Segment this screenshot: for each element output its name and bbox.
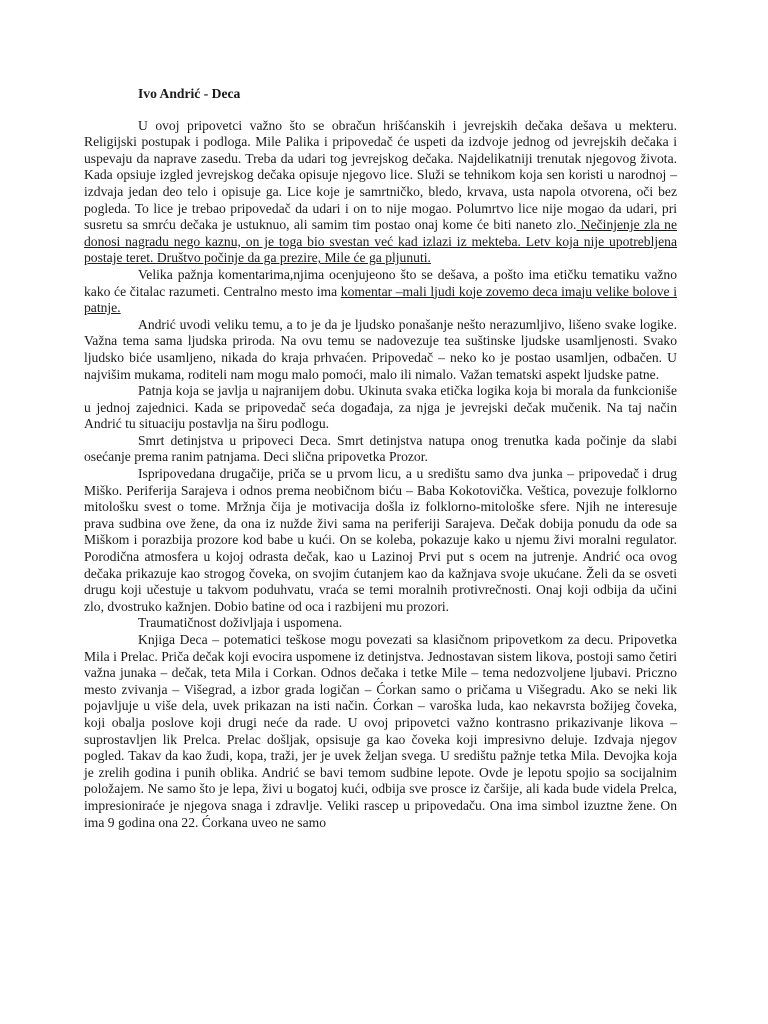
paragraph-6 [84, 466, 677, 615]
paragraph-2 [84, 267, 677, 317]
paragraph-text: Smrt detinjstva u pripoveci Deca. Smrt detinjstva natupa onog trenutka kada počinje da slabi osećanje prema ranim patnjama. Deci slična pripovetka Prozor. [84, 432, 677, 465]
paragraph-8 [84, 632, 677, 831]
document-title: Ivo Andrić - Deca [138, 86, 241, 101]
paragraph-1 [84, 118, 677, 267]
paragraph-5 [84, 433, 677, 466]
paragraph-text: Andrić uvodi veliku temu, a to je da je ljudsko ponašanje nešto nerazumljivo, lišeno svake logike. Važna tema sama ljudska priroda. Na ovu temu se nadovezuje tea suštinske ljudske usamljenosti. Svako ljudsko biće usamljeno, nikada do kraja prhvaćen. Pripovedač – neko ko je postao usamljen, odbačen. U najvišim mukama, roditeli nam mogu malo pomoći, malo ili nimalo. Važan tematski aspekt ljudske patne. [84, 316, 677, 382]
paragraph-text: Traumatičnost doživljaja i uspomena. [138, 615, 343, 631]
paragraph-text: Knjiga Deca – potematici teškose mogu povezati sa klasičnom pripovetkom za decu. Pripovetka Mila i Prelac. Priča dečak koji evocira uspomene iz detinjstva. Jednostavan sistem likova, postoji samo četiri važna junaka – dečak, teta Mila i Corkan. Odnos dečaka i tetke Mile – tema nedozvoljene ljubavi. Priczno mesto zvivanja – Višegrad, a izbor grada logičan – Ćorkan samo o pričama u Višegradu. Ako se neki lik pojavljuje u više dela, uvek prikazan na isti način. Ćorkan – varoška luda, kao nekavrsta božijeg čoveka, koji obalja poslove koji drugi neće da rade. U ovoj pripovetci važno kontrasno prikazivanje likova – suprostavljen lik Prelca. Prelac došljak, opsisuje ga kao čoveka koji impresivno deluje. Izdvaja njegov pogled. Takav da kao žudi, kopa, traži, jer je uvek željan svega. U središtu pažnje tetka Mila. Devojka koja je zrelih godina i punih oblika. Andrić se bavi temom sudbine lepote. Ovde je lepotu spojio sa socijalnim položajem. Ne samo što je lepa, živi u bogatoj kući, odbija sve prosce iz čaršije, ali kada bude videla Prelca, impresioniraće je njegova snaga i zdravlje. Veliki rascep u pripovedaču. Ona ima simbol izuztne žene. On ima 9 godina ona 22. Ćorkana uveo ne samo [84, 632, 677, 830]
paragraph-4 [84, 383, 677, 433]
paragraph-3 [84, 317, 677, 383]
paragraph-7 [84, 615, 677, 632]
underlined-text: komentar –mali ljudi koje zovemo deca imaju velike bolove i patnje. [84, 283, 677, 316]
document-page [84, 86, 677, 831]
paragraph-text: Velika pažnja komentarima,njima ocenjujeono što se dešava, a pošto ima etičku tematiku važno kako će čitalac razumeti. Centralno mesto ima [84, 266, 677, 299]
underlined-text: Nečinjenje zla ne donosi nagradu nego kaznu, on je toga bio svestan već kad izlazi iz mekteba. Letv koja nije upotrebljena postaje teret. Društvo počinje da ga prezire, Mile će ga pljunuti. [84, 217, 678, 266]
paragraph-text: Patnja koja se javlja u najranijem dobu. Ukinuta svaka etička logika koja bi morala da funkcioniše u jednoj zajednici. Kada se pripovedač seća događaja, za njga je jevrejski dečak mučenik. Na taj način Andrić tu situaciju postavlja na širu podlogu. [84, 383, 677, 432]
paragraph-text: U ovoj pripovetci važno što se obračun hrišćanskih i jevrejskih dečaka dešava u mekteru. Religijski postupak i podloga. Mile Palika i pripovedač će uspeti da izdvoje jednog od jevrejskih dečaka i uspevaju da naprave zasedu. Treba da udari tog jevrejskog dečaka. Najdelikatniji trenutak njegovog života. Kada opsiuje izgled jevrejskog dečaka opisuje njegovo lice. Služi se tehnikom koja sen koristi u narodnoj – izdvaja jedan deo telo i opisuje ga. Lice koje je samrtničko, bledo, krvava, usta napola otvorena, oči bez pogleda. To lice je trebao pripovedač da udari i on to nije mogao. Polumrtvo lice nije mogao da udari, pri susretu sa smrću dečaka je ustuknuo, ali samim tim postao onaj kome će biti naneto zlo. [84, 117, 677, 233]
paragraph-text: Ispripovedana drugačije, priča se u prvom licu, a u središtu samo dva junka – pripovedač i drug Miško. Periferija Sarajeva i odnos prema neobičnom biću – Baba Kokotovička. Veštica, povezuje folklorno mitološku svest o tome. Mržnja čija je motivacija došla iz folklorno-mitološke sfere. Njih ne interesuje prava sudbina ove žene, da ona iz nužde živi sama na periferiji Sarajeva. Dečak dobija ponudu da ode sa Miškom i porazbija prozore kod babe u kući. On se koleba, pokazuje kako u njemu živi moralni regulator. Porodična atmosfera u kojoj odrasta dečak, kao u Lazinoj Prvi put s ocem na jutrenje. Andrić oca ovog dečaka prikazuje kao strogog čoveka, on svojim ćutanjem kao da kažnjava svoje ukućane. Želi da se osveti drugu koji učestuje u takvom poduhvatu, vraća se temi moralnih protivrečnosti. Onaj koji odbija da učini zlo, dvostruko kažnjen. Dobio batine od oca i razbijeni mu prozori. [84, 466, 677, 614]
